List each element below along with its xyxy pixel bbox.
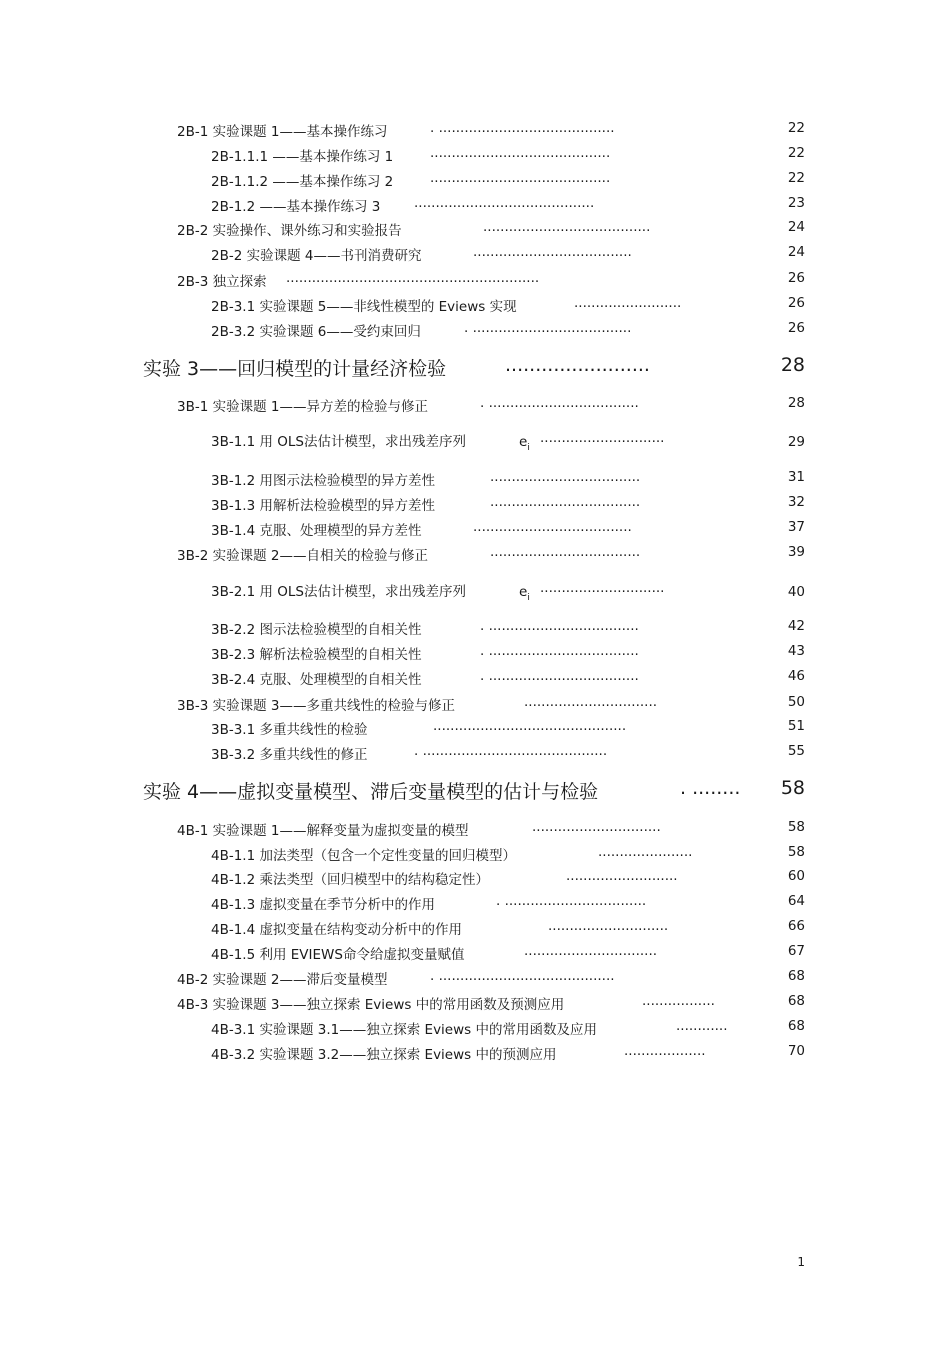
toc-entry-title: 实验 3——回归模型的计量经济检验 — [143, 358, 447, 380]
toc-page-number: 55 — [787, 743, 805, 759]
toc-leader-dots: ........................ — [505, 354, 650, 376]
toc-leader-dots: ............................... — [524, 694, 658, 710]
toc-entry-title: 3B-1.1 用 OLS法估计模型，求出残差序列 — [211, 434, 466, 450]
toc-leader-dots: .......................................... — [430, 145, 611, 161]
page-number: 1 — [797, 1255, 805, 1269]
toc-entry-title: 3B-1.2 用图示法检验模型的异方差性 — [211, 473, 435, 489]
toc-page-number: 58 — [787, 819, 805, 835]
toc-entry-title: 2B-2 实验课题 4——书刊消费研究 — [211, 248, 422, 264]
toc-page-number: 70 — [787, 1043, 805, 1059]
toc-leader-dots: .............................. — [532, 819, 661, 835]
toc-leader-dots: ............................................. — [433, 718, 627, 734]
toc-page-number: 22 — [787, 170, 805, 186]
residual-symbol — [519, 584, 530, 603]
toc-leader-dots: . ........ — [680, 777, 741, 799]
toc-entry-title: 3B-3.1 多重共线性的检验 — [211, 722, 368, 738]
toc-leader-dots: ..................................... — [473, 519, 632, 535]
toc-entry-title: 4B-1.2 乘法类型（回归模型中的结构稳定性） — [211, 872, 489, 888]
toc-entry-title: 4B-2 实验课题 2——滞后变量模型 — [177, 972, 388, 988]
toc-leader-dots: .......................................... — [430, 170, 611, 186]
toc-entry-title: 4B-3 实验课题 3——独立探索 Eviews 中的常用函数及预测应用 — [177, 997, 565, 1013]
toc-leader-dots: .......................... — [566, 868, 678, 884]
toc-page-number: 67 — [787, 943, 805, 959]
toc-entry-title: 3B-2.1 用 OLS法估计模型，求出残差序列 — [211, 584, 466, 600]
toc-page-number: 26 — [787, 295, 805, 311]
toc-entry-title: 3B-3.2 多重共线性的修正 — [211, 747, 368, 763]
toc-leader-dots: ............................. — [540, 430, 665, 446]
toc-leader-dots: ................... — [624, 1043, 706, 1059]
residual-symbol-subscript: i — [527, 443, 530, 453]
toc-page-number: 26 — [787, 270, 805, 286]
toc-entry-title: 2B-3.1 实验课题 5——非线性模型的 Eviews 实现 — [211, 299, 517, 315]
toc-leader-dots: ............................ — [548, 918, 669, 934]
toc-page-number: 68 — [787, 1018, 805, 1034]
residual-symbol-base: e — [519, 434, 528, 450]
toc-leader-dots: ................. — [642, 993, 715, 1009]
toc-page-number: 39 — [787, 544, 805, 560]
toc-entry-title: 2B-1.2 ——基本操作练习 3 — [211, 199, 381, 215]
toc-entry-title: 3B-3 实验课题 3——多重共线性的检验与修正 — [177, 698, 455, 714]
toc-entry-title: 4B-3.2 实验课题 3.2——独立探索 Eviews 中的预测应用 — [211, 1047, 557, 1063]
toc-leader-dots: ................................... — [490, 544, 641, 560]
toc-entry-title: 2B-1.1.1 ——基本操作练习 1 — [211, 149, 394, 165]
toc-entry-title: 2B-3 独立探索 — [177, 274, 267, 290]
toc-page-number: 28 — [780, 354, 805, 376]
toc-entry-title: 3B-2 实验课题 2——自相关的检验与修正 — [177, 548, 428, 564]
toc-entry-title: 4B-1.1 加法类型（包含一个定性变量的回归模型） — [211, 848, 516, 864]
toc-page-number: 40 — [787, 584, 805, 600]
toc-leader-dots: . ......................................... — [430, 120, 615, 136]
residual-symbol — [519, 434, 530, 453]
toc-leader-dots: .......................................... — [414, 195, 595, 211]
toc-leader-dots: ....................................... — [483, 219, 651, 235]
residual-symbol-subscript: i — [527, 593, 530, 603]
toc-leader-dots: . ................................... — [480, 643, 639, 659]
toc-page-number: 58 — [787, 844, 805, 860]
toc-entry-title: 3B-2.3 解析法检验模型的自相关性 — [211, 647, 422, 663]
toc-page-number: 43 — [787, 643, 805, 659]
toc-leader-dots: ..................................... — [473, 244, 632, 260]
toc-leader-dots: ........................................................... — [286, 270, 540, 286]
toc-page-number: 22 — [787, 145, 805, 161]
toc-entry-title: 4B-1 实验课题 1——解释变量为虚拟变量的模型 — [177, 823, 469, 839]
toc-entry-title: 4B-1.3 虚拟变量在季节分析中的作用 — [211, 897, 435, 913]
toc-page-number: 58 — [780, 777, 805, 799]
toc-entry-title: 4B-1.4 虚拟变量在结构变动分析中的作用 — [211, 922, 462, 938]
toc-page-number: 68 — [787, 993, 805, 1009]
toc-entry-title: 3B-2.4 克服、处理模型的自相关性 — [211, 672, 422, 688]
toc-entry-title: 3B-1.3 用解析法检验模型的异方差性 — [211, 498, 435, 514]
toc-leader-dots: ................................... — [490, 494, 641, 510]
toc-leader-dots: ............ — [676, 1018, 728, 1034]
toc-entry-title: 3B-1 实验课题 1——异方差的检验与修正 — [177, 399, 428, 415]
toc-page-number: 68 — [787, 968, 805, 984]
toc-leader-dots: . ..................................... — [464, 320, 632, 336]
residual-symbol-base: e — [519, 584, 528, 600]
toc-leader-dots: ............................. — [540, 580, 665, 596]
toc-page-number: 37 — [787, 519, 805, 535]
toc-page-number: 51 — [787, 718, 805, 734]
toc-page-number: 50 — [787, 694, 805, 710]
toc-page-number: 46 — [787, 668, 805, 684]
toc-page-number: 31 — [787, 469, 805, 485]
toc-entry-title: 4B-1.5 利用 EVIEWS命令给虚拟变量赋值 — [211, 947, 465, 963]
toc-leader-dots: ......................... — [574, 295, 682, 311]
toc-page-number: 24 — [787, 244, 805, 260]
toc-page-number: 60 — [787, 868, 805, 884]
toc-leader-dots: ................................... — [490, 469, 641, 485]
toc-entry-title: 2B-1.1.2 ——基本操作练习 2 — [211, 174, 394, 190]
toc-page-number: 28 — [787, 395, 805, 411]
toc-leader-dots: . ................................... — [480, 618, 639, 634]
toc-page-number: 24 — [787, 219, 805, 235]
toc-entry-title: 2B-3.2 实验课题 6——受约束回归 — [211, 324, 421, 340]
toc-page-number: 23 — [787, 195, 805, 211]
toc-page-number: 26 — [787, 320, 805, 336]
toc-leader-dots: . ........................................... — [414, 743, 608, 759]
toc-entry-title: 2B-1 实验课题 1——基本操作练习 — [177, 124, 388, 140]
toc-leader-dots: . ................................... — [480, 395, 639, 411]
toc-entry-title: 实验 4——虚拟变量模型、滞后变量模型的估计与检验 — [143, 781, 599, 803]
toc-entry-title: 2B-2 实验操作、课外练习和实验报告 — [177, 223, 402, 239]
toc-leader-dots: . ......................................... — [430, 968, 615, 984]
toc-page-number: 42 — [787, 618, 805, 634]
toc-page-number: 29 — [787, 434, 805, 450]
toc-entry-title: 3B-2.2 图示法检验模型的自相关性 — [211, 622, 422, 638]
toc-entry-title: 4B-3.1 实验课题 3.1——独立探索 Eviews 中的常用函数及应用 — [211, 1022, 597, 1038]
toc-entry-title: 3B-1.4 克服、处理模型的异方差性 — [211, 523, 422, 539]
toc-page-number: 32 — [787, 494, 805, 510]
toc-leader-dots: ...................... — [598, 844, 693, 860]
toc-page-number: 64 — [787, 893, 805, 909]
toc-leader-dots: . ................................. — [496, 893, 647, 909]
toc-leader-dots: . ................................... — [480, 668, 639, 684]
toc-page-number: 66 — [787, 918, 805, 934]
toc-leader-dots: ............................... — [524, 943, 658, 959]
toc-page-number: 22 — [787, 120, 805, 136]
